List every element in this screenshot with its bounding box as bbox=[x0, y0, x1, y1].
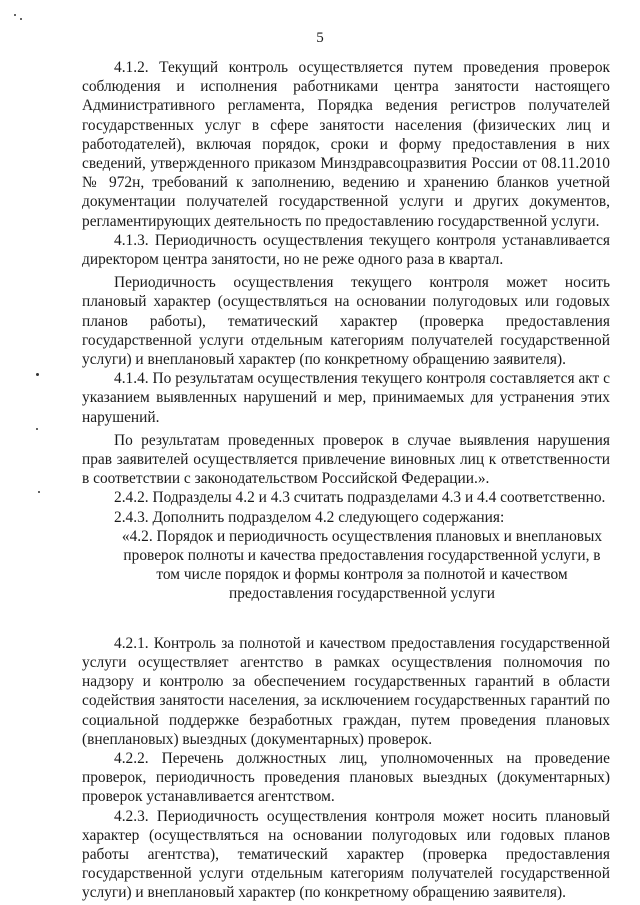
section-heading-4-2: «4.2. Порядок и периодичность осуществления плановых и внеплановых проверок полноты и качества предоставления государственной услуги, в том числе порядок и формы контроля за полнотой и качеством предоставления государственной услуги bbox=[121, 527, 603, 603]
paragraph-4-1-2: 4.1.2. Текущий контроль осуществляется путем проведения проверок соблюдения и исполнения работниками центра занятости настоящего Административного регламента, Порядка ведения регистров получателей государственных услуг в сфере занятости населения (физических лиц и работодателей), включая порядок, сроки и форму предоставления в них сведений, утвержденного приказом Минздравсоцразвития России от 08.11.2010 № 972н, требований к заполнению, ведению и хранению бланков учетной документации получателей государственной услуги и других документов, регламентирующих деятельность по предоставлению государственной услуги. bbox=[82, 59, 610, 230]
paragraph-2-4-3: 2.4.3. Дополнить подразделом 4.2 следующего содержания: bbox=[114, 508, 505, 526]
paragraph-4-2-3: 4.2.3. Периодичность осуществления контроля может носить плановый характер (осуществляться на основании полугодовых или годовых планов работы агентства), тематический характер (проверка предоставления государственной услуги отдельным категориям получателей государственной услуги) и внеплановый характер (по конкретному обращению заявителя). bbox=[82, 807, 610, 902]
paragraph-4-1-3: 4.1.3. Периодичность осуществления текущего контроля устанавливается директором центра занятости, но не реже одного раза в квартал. bbox=[82, 231, 610, 269]
scan-speck bbox=[20, 18, 22, 20]
paragraph-4-2-2: 4.2.2. Перечень должностных лиц, уполномоченных на проведение проверок, периодичность проведения плановых выездных (документарных) проверок устанавливается агентством. bbox=[82, 749, 610, 806]
paragraph-2-4-2: 2.4.2. Подразделы 4.2 и 4.3 считать подразделами 4.3 и 4.4 соответственно. bbox=[114, 489, 606, 507]
paragraph-periodicity: Периодичность осуществления текущего контроля может носить плановый характер (осуществляться на основании полугодовых или годовых планов работы), тематический характер (проверка предоставления государственной услуги отдельным категориям получателей государственной услуги) и внеплановый характер (по конкретному обращению заявителя). bbox=[82, 274, 610, 369]
paragraph-results: По результатам проведенных проверок в случае выявления нарушения прав заявителей осуществляется привлечение виновных лиц к ответственности в соответствии с законодательством Российской Федерации.». bbox=[82, 431, 610, 488]
scan-speck bbox=[38, 491, 40, 493]
scan-speck bbox=[14, 14, 16, 16]
scan-speck bbox=[36, 373, 39, 376]
page-number: 5 bbox=[316, 30, 324, 46]
blank-line bbox=[82, 604, 610, 634]
paragraph-4-2-1: 4.2.1. Контроль за полнотой и качеством предоставления государственной услуги осуществляет агентство в рамках осуществления полномочия по надзору и контролю за обеспечением государственных гарантий в области содействия занятости населения, за исключением государственных гарантий по социальной поддержке безработных граждан, путем проведения плановых (внеплановых) выездных (документарных) проверок. bbox=[82, 634, 610, 748]
document-body bbox=[82, 58, 610, 903]
scan-speck bbox=[36, 428, 38, 430]
paragraph-4-1-4: 4.1.4. По результатам осуществления текущего контроля составляется акт с указанием выявленных нарушений и мер, принимаемых для устранения этих нарушений. bbox=[82, 370, 610, 426]
